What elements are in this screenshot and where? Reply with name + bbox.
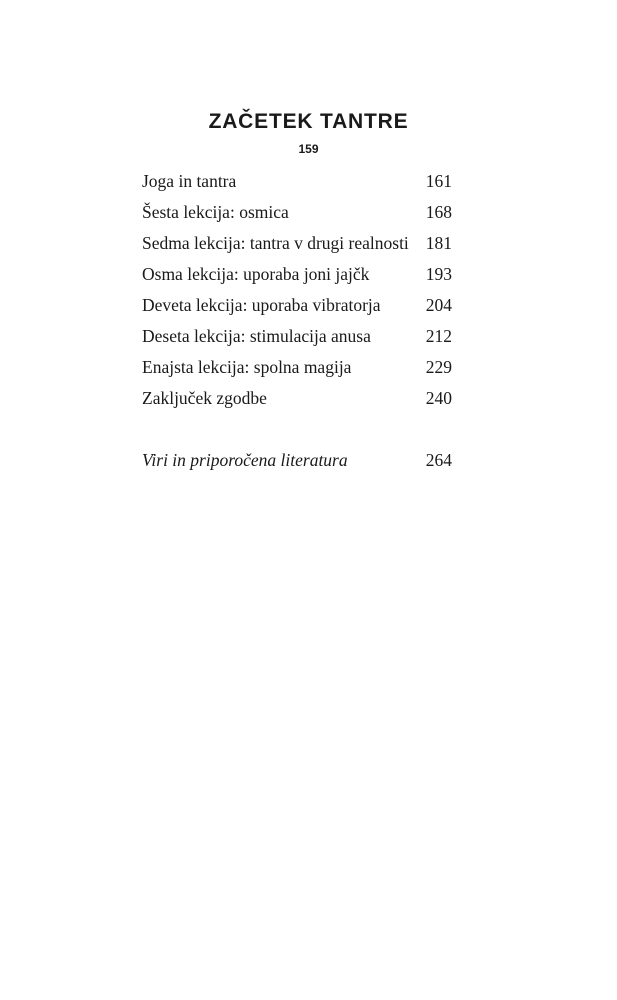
toc-entry-label: Deseta lekcija: stimulacija anusa [142,326,371,346]
toc-entry-label: Viri in priporočena literatura [142,450,348,470]
toc-entry-page: 229 [425,357,452,377]
toc-entry-page: 181 [425,233,452,253]
section-title: ZAČETEK TANTRE [208,110,409,133]
toc-entry-page: 212 [425,326,452,346]
toc-entry-page: 240 [425,388,452,408]
toc-entry[interactable] [142,383,452,414]
toc-entry-page: 168 [425,202,452,222]
toc-entry-label: Zaključek zgodbe [142,388,267,408]
toc-entry-page: 161 [425,171,452,191]
toc-entry-label: Enajsta lekcija: spolna magija [142,357,352,377]
toc-entry-label: Sedma lekcija: tantra v drugi realnosti [142,233,409,253]
toc-entry[interactable] [142,352,452,383]
toc-entry[interactable] [142,259,452,290]
toc-entry[interactable] [142,321,452,352]
toc-entry-label: Deveta lekcija: uporaba vibratorja [142,295,381,315]
toc-entry[interactable] [142,197,452,228]
toc-entry-page: 204 [425,295,452,315]
section-page-number: 159 [298,142,319,156]
toc-appendix-entry[interactable] [142,445,452,476]
toc-entry[interactable] [142,166,452,197]
toc-entry-label: Osma lekcija: uporaba joni jajčk [142,264,370,284]
table-of-contents [142,166,452,476]
toc-entry-label: Joga in tantra [142,171,237,191]
toc-entry-page: 193 [425,264,452,284]
toc-entry[interactable] [142,290,452,321]
toc-entry-label: Šesta lekcija: osmica [142,202,289,222]
toc-entry[interactable] [142,228,452,259]
toc-entry-page: 264 [425,450,452,470]
